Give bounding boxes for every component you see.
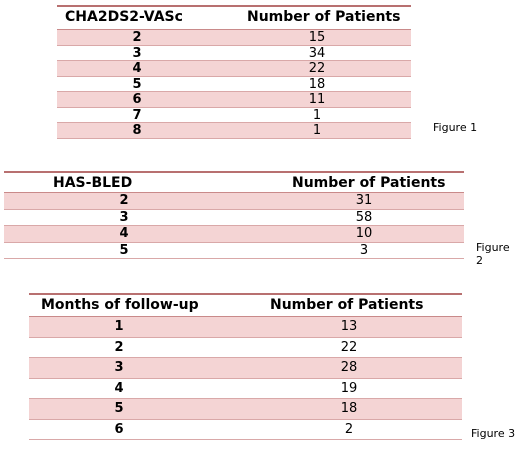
- row-category: 6: [132, 92, 142, 107]
- table-row: [57, 30, 411, 46]
- row-category: 3: [132, 45, 142, 61]
- row-count: 22: [308, 61, 326, 76]
- row-count: 10: [355, 226, 373, 241]
- header-patients: Number of Patients: [247, 9, 401, 25]
- row-count: 2: [344, 421, 354, 437]
- row-category: 5: [114, 401, 124, 416]
- row-category: 1: [114, 319, 124, 334]
- figure-caption: Figure 1: [433, 121, 478, 134]
- row-count: 22: [340, 339, 358, 355]
- row-count: 13: [340, 319, 358, 334]
- table-row: [4, 226, 464, 243]
- row-rule: [4, 258, 464, 259]
- row-count: 34: [308, 45, 326, 61]
- table-top-rule: [4, 171, 464, 173]
- table-row: [4, 210, 464, 227]
- table-row: [4, 193, 464, 210]
- row-category: 6: [114, 421, 124, 437]
- table-row: [29, 358, 462, 379]
- row-category: 2: [119, 193, 129, 208]
- header-patients: Number of Patients: [292, 175, 446, 191]
- row-count: 18: [308, 76, 326, 92]
- table-row: [29, 338, 462, 359]
- row-category: 5: [132, 76, 142, 92]
- row-category: 7: [132, 107, 142, 123]
- row-category: 4: [114, 380, 124, 396]
- row-category: 2: [132, 30, 142, 45]
- figure-caption: Figure 3: [471, 427, 516, 440]
- table-cha2ds2-vasc: [57, 5, 411, 139]
- row-count: 18: [340, 401, 358, 416]
- row-count: 1: [312, 123, 322, 138]
- row-category: 8: [132, 123, 142, 138]
- table-row: [57, 92, 411, 108]
- table-has-bled: [4, 171, 464, 261]
- table-row: [29, 317, 462, 338]
- header-score: HAS-BLED: [53, 175, 133, 191]
- table-top-rule: [57, 5, 411, 7]
- table-row: [29, 399, 462, 420]
- table-row: [57, 46, 411, 62]
- header-score: CHA2DS2-VASc: [65, 9, 183, 25]
- row-rule: [57, 138, 411, 139]
- table-row: [29, 379, 462, 400]
- row-count: 58: [355, 209, 373, 225]
- row-rule: [29, 439, 462, 440]
- row-category: 3: [114, 360, 124, 375]
- figure-caption: Figure 2: [476, 241, 510, 267]
- table-row: [57, 108, 411, 124]
- row-count: 31: [355, 193, 373, 208]
- row-count: 1: [312, 107, 322, 123]
- row-count: 28: [340, 360, 358, 375]
- row-category: 5: [119, 242, 129, 258]
- table-row: [29, 420, 462, 441]
- table-top-rule: [29, 293, 462, 295]
- row-count: 15: [308, 30, 326, 45]
- row-category: 4: [132, 61, 142, 76]
- row-category: 2: [114, 339, 124, 355]
- table-follow-up: [29, 293, 462, 441]
- header-patients: Number of Patients: [270, 297, 424, 313]
- table-row: [57, 123, 411, 139]
- row-count: 11: [308, 92, 326, 107]
- table-row: [57, 77, 411, 93]
- table-row: [4, 243, 464, 260]
- row-category: 3: [119, 209, 129, 225]
- table-row: [57, 61, 411, 77]
- row-category: 4: [119, 226, 129, 241]
- row-count: 3: [359, 242, 369, 258]
- header-months: Months of follow-up: [41, 297, 199, 313]
- row-count: 19: [340, 380, 358, 396]
